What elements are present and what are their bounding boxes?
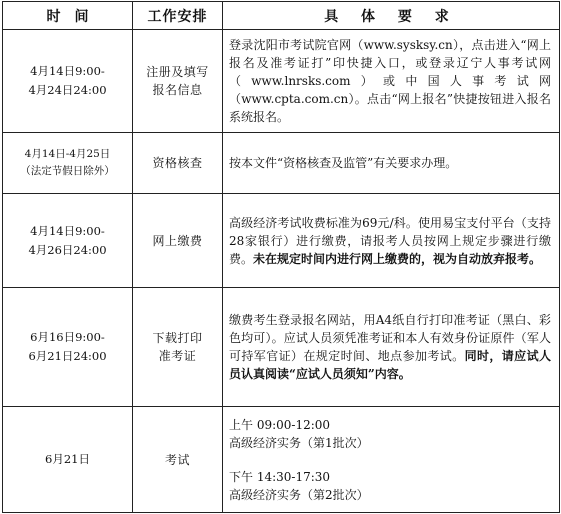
registration-schedule-table <box>2 1 560 513</box>
row-task <box>133 194 223 288</box>
time-line: 4月26日24:00 <box>28 242 107 257</box>
session-time: 上午 09:00-12:00 <box>229 417 331 432</box>
session-gap <box>229 452 551 468</box>
task-line: 资格核查 <box>152 156 203 170</box>
requirement-text: 高级经济考试收费标准为69元/科。使用易宝支付平台（支持28家银行）进行缴费，请报考人员按网上规定步骤进行缴费。 <box>229 215 551 266</box>
table-row <box>3 194 560 288</box>
time-line: （法定节假日除外） <box>20 165 115 177</box>
row-task <box>133 30 223 133</box>
requirement-bold-text: 未在规定时间内进行网上缴费的，视为自动放弃报考。 <box>253 251 542 266</box>
task-line: 考试 <box>164 452 190 467</box>
task-line: 下载打印 <box>152 331 203 345</box>
row-requirement <box>223 30 560 133</box>
row-time <box>3 133 133 194</box>
row-time <box>3 407 133 513</box>
row-requirement <box>223 133 560 194</box>
header-requirement: 具 体 要 求 <box>223 2 560 30</box>
time-line: 6月16日9:00- <box>30 330 105 344</box>
time-line: 4月24日24:00 <box>28 83 107 97</box>
time-line: 6月21日24:00 <box>28 349 107 363</box>
task-line: 报名信息 <box>152 83 203 97</box>
session-time: 下午 14:30-17:30 <box>229 469 331 484</box>
task-line: 网上缴费 <box>152 233 203 248</box>
table-row <box>3 30 560 133</box>
requirement-text: 按本文件“资格核查及监管”有关要求办理。 <box>229 156 458 170</box>
session-subject: 高级经济实务（第1批次） <box>229 435 369 450</box>
time-line: 4月14日-4月25日 <box>24 148 111 160</box>
time-line: 4月14日9:00- <box>30 64 105 78</box>
table-row <box>3 407 560 513</box>
row-requirement <box>223 194 560 288</box>
row-requirement <box>223 288 560 407</box>
row-time <box>3 288 133 407</box>
table-header-row <box>3 2 560 30</box>
requirement-text: 登录沈阳市考试院官网（www.sysksy.cn），点击进入“网上报名及准考证打”印快捷入口，或登录辽宁人事考试网（www.lnrsks.com）或中国人事考试网（www.cpta.com.cn）。点击“网上报名”快捷按钮进入报名系统报名。 <box>229 38 551 124</box>
requirement-text: 缴费考生登录报名网站，用A4纸自行打印准考证（黑白、彩色均可）。应试人员须凭准考证和本人有效身份证原件（军人可持军官证）在规定时间、地点参加考试。 <box>229 313 551 363</box>
time-line: 4月14日9:00- <box>30 223 105 238</box>
task-line: 注册及填写 <box>146 65 209 79</box>
row-requirement <box>223 407 560 513</box>
row-task <box>133 288 223 407</box>
row-time <box>3 194 133 288</box>
row-task <box>133 133 223 194</box>
requirement-bold-text: 同时，请应试人员认真阅读“应试人员须知”内容。 <box>229 349 551 381</box>
row-time <box>3 30 133 133</box>
header-time: 时 间 <box>3 2 133 30</box>
time-line: 6月21日 <box>45 452 90 466</box>
table-row <box>3 133 560 194</box>
session-subject: 高级经济实务（第2批次） <box>229 487 369 502</box>
header-task: 工作安排 <box>133 2 223 30</box>
task-line: 准考证 <box>158 349 197 363</box>
row-task <box>133 407 223 513</box>
table-row <box>3 288 560 407</box>
